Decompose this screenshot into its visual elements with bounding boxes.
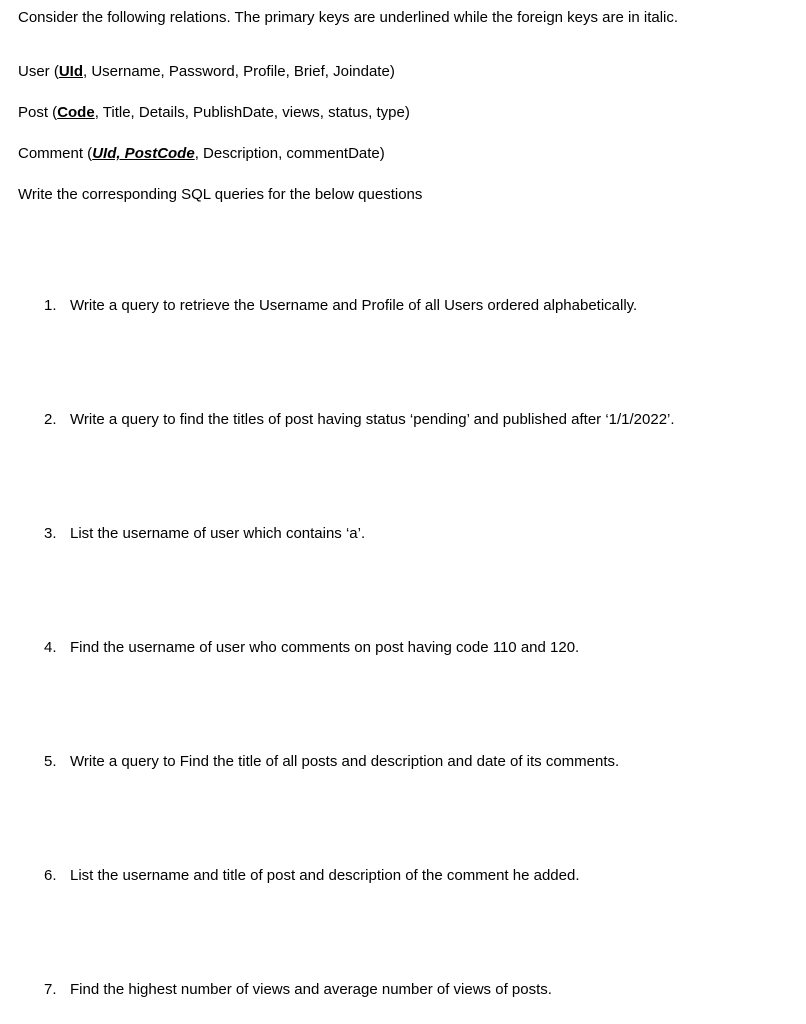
relation-user-primary-key: UId — [58, 63, 84, 80]
relation-comment — [18, 143, 786, 164]
relation-user-prefix: User ( — [18, 63, 59, 80]
relation-post-prefix: Post ( — [18, 104, 58, 121]
question-item-2 — [44, 409, 786, 430]
relation-user — [18, 61, 786, 82]
question-item-3 — [44, 523, 786, 544]
question-text: Write a query to retrieve the Username and Profile of all Users ordered alphabetically. — [70, 297, 638, 314]
question-text: List the username of user which contains ‘a’. — [70, 525, 366, 542]
question-number: 7. — [44, 981, 57, 998]
question-item-6 — [44, 865, 786, 886]
relation-post-primary-key: Code — [57, 104, 95, 121]
question-item-1 — [44, 295, 786, 316]
relation-post — [18, 102, 786, 123]
relation-comment-prefix: Comment ( — [18, 145, 93, 162]
question-text: Write a query to find the titles of post having status ‘pending’ and published after ‘1/1/2022’. — [70, 411, 675, 428]
relation-user-attributes: , Username, Password, Profile, Brief, Joindate) — [83, 63, 395, 80]
question-number: 6. — [44, 867, 57, 884]
relation-post-attributes: , Title, Details, PublishDate, views, status, type) — [94, 104, 410, 121]
question-list — [18, 295, 786, 1000]
question-item-7 — [44, 979, 786, 1000]
relation-comment-primary-foreign-keys: UId, PostCode — [92, 145, 195, 162]
question-text: Find the username of user who comments on post having code 110 and 120. — [70, 639, 580, 656]
question-number: 5. — [44, 753, 57, 770]
intro-text: Consider the following relations. The primary keys are underlined while the foreign keys are in italic. — [18, 9, 679, 26]
relation-comment-attributes: , Description, commentDate) — [194, 145, 385, 162]
question-number: 4. — [44, 639, 57, 656]
question-item-5 — [44, 751, 786, 772]
question-text: Find the highest number of views and average number of views of posts. — [70, 981, 552, 998]
question-text: List the username and title of post and description of the comment he added. — [70, 867, 580, 884]
question-text: Write a query to Find the title of all posts and description and date of its comments. — [70, 753, 620, 770]
question-number: 3. — [44, 525, 57, 542]
instruction-text: Write the corresponding SQL queries for the below questions — [18, 186, 423, 203]
question-number: 1. — [44, 297, 57, 314]
question-number: 2. — [44, 411, 57, 428]
question-item-4 — [44, 637, 786, 658]
